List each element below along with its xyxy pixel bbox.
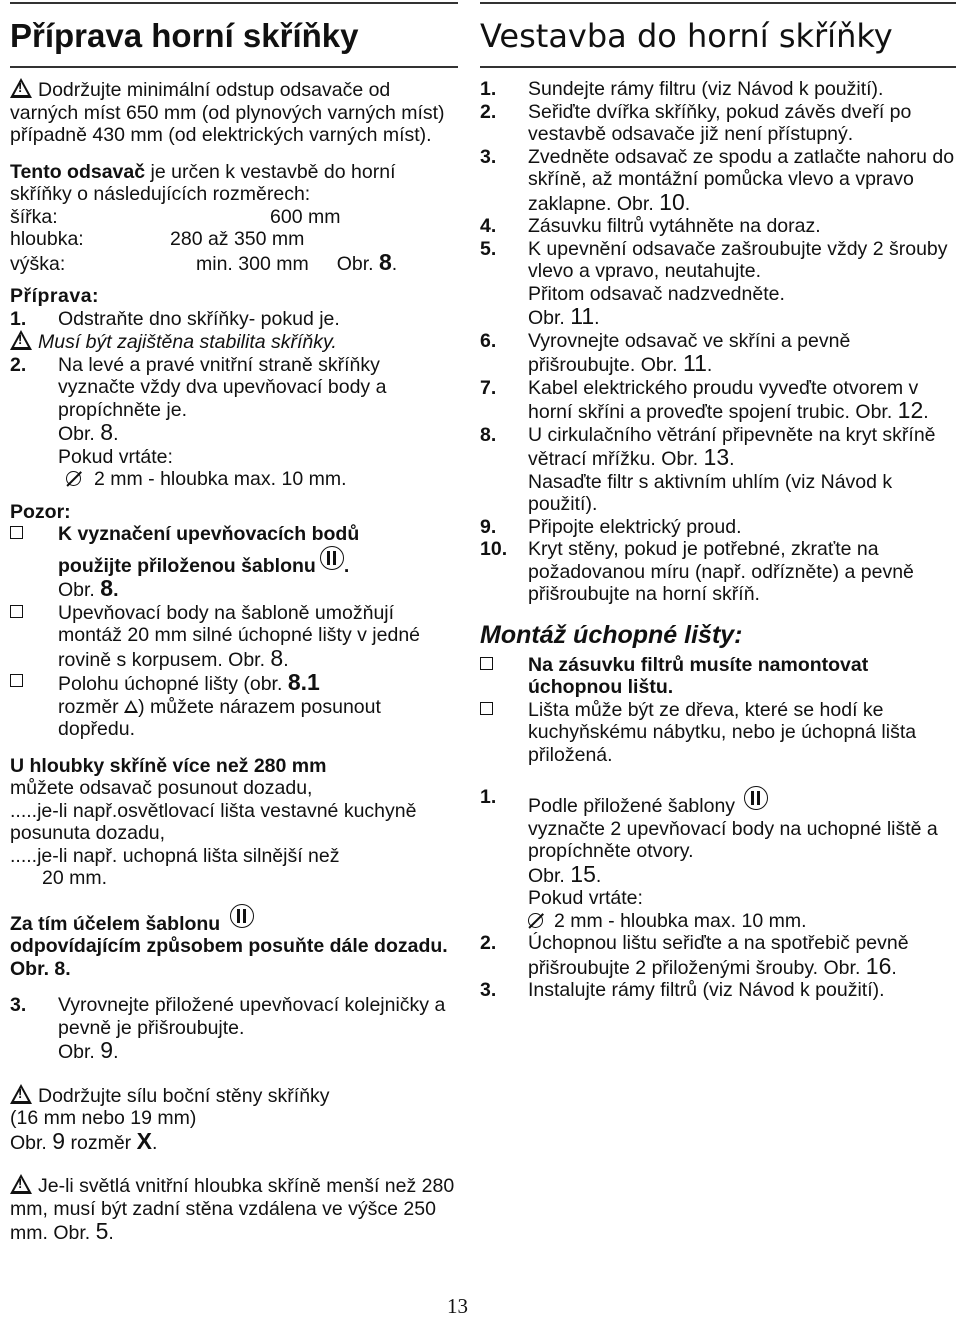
depth-line-2: .....je-li např.osvětlovací lišta vestavné kuchyně posunuta dozadu, — [10, 799, 417, 844]
template-icon — [744, 786, 768, 810]
mount-title: Montáž úchopné lišty: — [480, 620, 743, 649]
warning-icon — [10, 1174, 32, 1194]
install-step-8: 8. U cirkulačního větrání připevněte na kryt skříně větrací mřížku. Obr. 13. Nasaďte filtr s aktivním uhlím (viz Návod k použití). — [480, 423, 936, 515]
drill-value: 2 mm - hloubka max. 10 mm. — [10, 468, 458, 491]
pozor-title: Pozor: — [10, 500, 71, 523]
install-step-5: 5. K upevnění odsavače zašroubujte vždy 2 šrouby vlevo a vpravo, neutahujte. Přitom odsavač nadzvedněte. Obr. 11. — [480, 237, 948, 329]
diameter-icon — [528, 910, 554, 933]
pozor-item-3: Polohu úchopné lišty (obr. 8.1 rozměr ) můžete nárazem posunout dopředu. — [10, 671, 458, 741]
pozor-item-2: Upevňovací body na šabloně umožňují montáž 20 mm silné úchopné lišty v jedné rovině s korpusem. Obr. 8. — [10, 602, 458, 672]
install-step-1: 1. Sundejte rámy filtru (viz Návod k použití). — [480, 78, 884, 100]
title-rule — [480, 66, 956, 68]
dim-height: výška: min. 300 mm Obr. 8. — [10, 248, 398, 275]
intro-paragraph: Tento odsavač je určen k vestavbě do horní skříňky o následujících rozměrech: — [10, 160, 396, 205]
install-step-4: 4. Zásuvku filtrů vytáhněte na doraz. — [480, 215, 821, 237]
pozor-item-1: K vyznačení upevňovacích bodů použijte přiloženou šablonu . Obr. 8. — [10, 523, 458, 602]
warning-icon — [10, 78, 32, 98]
depth-line-1: můžete odsavač posunout dozadu, — [10, 777, 313, 799]
drill-label: Pokud vrtáte: — [58, 445, 173, 468]
prep-step-2: 2. Na levé a pravé vnitřní straně skříňky vyznačte vždy dva upevňovací body a propíchněte je. Obr. 8. — [10, 353, 387, 445]
install-step-6: 6. Vyrovnejte odsavač ve skříni a pevně přišroubujte. Obr. 11. — [480, 329, 851, 376]
install-step-9: 9. Připojte elektrický proud. — [480, 515, 742, 538]
mount-step-3: 3. Instalujte rámy filtrů (viz Návod k použití). — [480, 979, 885, 1001]
mount-step-1: 1. Podle přiložené šablony vyznačte 2 upevňovací body na uchopné liště a propíchněte otvory. Obr. 15. Pokud vrtáte: 2 mm - hloubka max. 10 mm. — [480, 786, 938, 932]
title-rule — [10, 66, 458, 68]
mount-bullet-1: Na zásuvku filtrů musíte namontovat úchopnou lištu. — [480, 654, 956, 699]
warning-distance: !Dodržujte minimální odstup odsavače od varných míst 650 mm (od plynových varných míst) případně 430 mm (od elektrických varných míst). — [10, 78, 458, 147]
prep-subtitle: Příprava: — [10, 285, 100, 307]
install-step-2: 2. Seřiďte dvířka skříňky, pokud závěs dveří po vestavbě odsavače již není přístupný. — [480, 100, 912, 145]
section-title-preparation: Příprava horní skříňky — [10, 17, 359, 54]
checkbox-icon — [480, 699, 528, 767]
warning-side-wall: !Dodržujte sílu boční stěny skříňky (16 mm nebo 19 mm) Obr. 9 rozměr X. — [10, 1084, 458, 1155]
checkbox-icon — [10, 671, 58, 741]
section-title-installation: Vestavba do horní skříňky — [480, 17, 893, 55]
dim-depth: hloubka: 280 až 350 mm — [10, 228, 305, 250]
template-note: Za tím účelem šablonu odpovídajícím způsobem posuňte dále dozadu. Obr. 8. — [10, 904, 458, 981]
top-rule-left — [10, 2, 458, 4]
diameter-icon — [66, 468, 94, 491]
template-icon — [320, 546, 344, 570]
depth-heading: U hloubky skříně více než 280 mm — [10, 754, 327, 777]
checkbox-icon — [10, 602, 58, 672]
checkbox-icon — [480, 654, 528, 699]
left-body — [10, 78, 458, 1245]
depth-line-3b: 20 mm. — [42, 867, 108, 889]
checkbox-icon — [10, 523, 58, 602]
mount-step-2: 2. Úchopnou lištu seřiďte a na spotřebič pevně přišroubujte 2 přiloženými šrouby. Obr. 16. — [480, 932, 909, 979]
template-icon — [230, 904, 254, 928]
warning-stability: !Musí být zajištěna stabilita skříňky. — [10, 330, 458, 354]
prep-step-1: 1. Odstraňte dno skříňky- pokud je. — [10, 307, 340, 330]
warning-icon — [10, 330, 32, 350]
dim-width: šířka: 600 mm — [10, 205, 341, 228]
prep-step-3: 3. Vyrovnejte přiložené upevňovací kolejničky a pevně je přišroubujte. Obr. 9. — [10, 994, 446, 1063]
install-step-10: 10. Kryt stěny, pokud je potřebné, zkraťte na požadovanou míru (např. odřízněte) a pevně přišroubujte na horní skříň. — [480, 538, 914, 605]
install-step-7: 7. Kabel elektrického proudu vyveďte otvorem v horní skříni a proveďte spojení trubic. Obr. 12. — [480, 376, 929, 423]
install-step-3: 3. Zvedněte odsavač ze spodu a zatlačte nahoru do skříně, až montážní pomůcka vlevo a vpravo zaklapne. Obr. 10. — [480, 145, 955, 215]
page-number: 13 — [447, 1294, 468, 1318]
mount-bullet-2: Lišta může být ze dřeva, které se hodí ke kuchyňskému nábytku, nebo je úchopná lišta přiložená. — [480, 699, 956, 767]
right-body — [480, 78, 956, 1002]
delta-icon — [124, 700, 138, 713]
depth-line-3: .....je-li např. uchopná lišta silnější než — [10, 844, 340, 867]
warning-back-wall: !Je-li světlá vnitřní hloubka skříně menší než 280 mm, musí být zadní stěna vzdálena ve výšce 250 mm. Obr. 5. — [10, 1174, 458, 1245]
top-rule-right — [480, 2, 956, 4]
warning-icon — [10, 1084, 32, 1104]
